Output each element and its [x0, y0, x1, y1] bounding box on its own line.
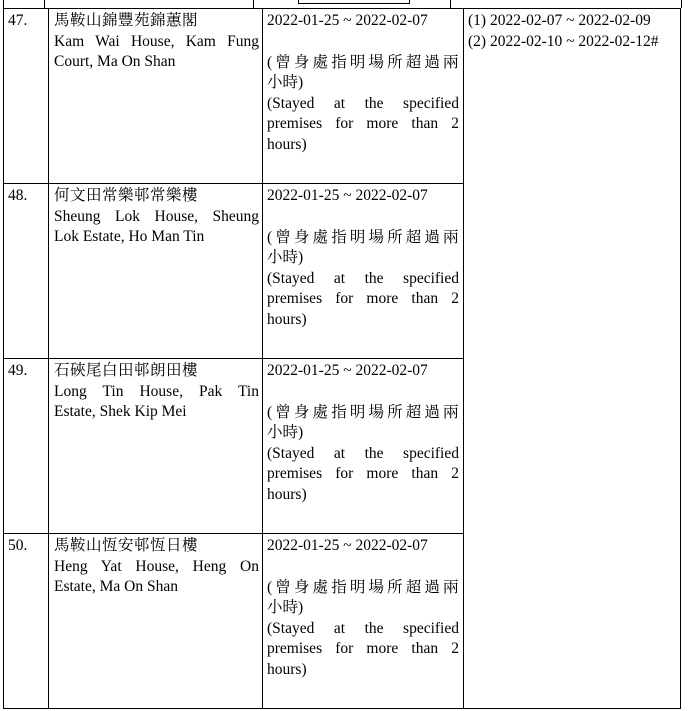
row-number: 50. — [4, 534, 49, 709]
prev-row-underline — [298, 0, 410, 4]
stay-note-en-line3: hours) — [267, 135, 307, 153]
prev-cell-test — [450, 0, 682, 8]
visit-period: 2022-01-25 ~ 2022-02-07 — [267, 187, 428, 204]
testing-date-1: (1) 2022-02-07 ~ 2022-02-09 — [468, 12, 651, 29]
testing-date-2: (2) 2022-02-10 ~ 2022-02-12# — [468, 32, 659, 50]
stay-note-en-line1: (Stayed at the specified — [267, 269, 459, 287]
stay-note-zh-line2: 小時) — [267, 249, 304, 266]
prev-cell-number — [3, 0, 44, 8]
row-number: 48. — [4, 184, 49, 359]
premises-cell — [49, 9, 263, 184]
stay-note-en-line1: (Stayed at the specified — [267, 619, 459, 637]
stay-note-zh-line2: 小時) — [267, 74, 304, 91]
premises-name-en-line2: Estate, Ma On Shan — [54, 578, 178, 595]
premises-name-en-line1: Kam Wai House, Kam Fung — [54, 32, 259, 50]
visit-period: 2022-01-25 ~ 2022-02-07 — [267, 537, 428, 554]
premises-name-en-line1: Heng Yat House, Heng On — [54, 557, 259, 575]
stay-note-zh-line1: (曾身處指明場所超過兩 — [267, 228, 459, 246]
previous-row-fragment — [0, 0, 688, 8]
prev-cell-place — [44, 0, 253, 8]
premises-name-en-line1: Sheung Lok House, Sheung — [54, 207, 259, 225]
premises-name-en-line2: Estate, Shek Kip Mei — [54, 403, 187, 420]
stay-note-zh-line2: 小時) — [267, 424, 304, 441]
premises-name-zh: 石硤尾白田邨朗田樓 — [54, 362, 199, 379]
stay-note-en-line2: premises for more than 2 — [267, 290, 459, 307]
premises-name-en-line1: Long Tin House, Pak Tin — [54, 382, 259, 400]
row-number: 47. — [4, 9, 49, 184]
stay-note-en-line3: hours) — [267, 660, 307, 678]
specified-premises-table — [3, 8, 681, 709]
row-number: 49. — [4, 359, 49, 534]
visit-period: 2022-01-25 ~ 2022-02-07 — [267, 12, 428, 29]
stay-note-en-line3: hours) — [267, 485, 307, 503]
stay-note-zh-line1: (曾身處指明場所超過兩 — [267, 403, 459, 421]
stay-note-en-line2: premises for more than 2 — [267, 640, 459, 657]
stay-note-en-line2: premises for more than 2 — [267, 115, 459, 132]
stay-note-en-line3: hours) — [267, 310, 307, 328]
visit-period: 2022-01-25 ~ 2022-02-07 — [267, 362, 428, 379]
testing-dates-cell — [464, 9, 681, 709]
premises-name-zh: 馬鞍山恆安邨恆日樓 — [54, 537, 199, 554]
premises-name-zh: 何文田常樂邨常樂樓 — [54, 187, 199, 204]
premises-cell — [49, 184, 263, 359]
visit-period-cell — [263, 359, 464, 534]
stay-note-zh-line1: (曾身處指明場所超過兩 — [267, 578, 459, 596]
premises-cell — [49, 534, 263, 709]
premises-name-zh: 馬鞍山錦豐苑錦蕙閣 — [54, 12, 199, 29]
stay-note-en-line1: (Stayed at the specified — [267, 94, 459, 112]
table-row — [4, 9, 681, 184]
premises-name-en-line2: Court, Ma On Shan — [54, 53, 176, 70]
visit-period-cell — [263, 184, 464, 359]
stay-note-zh-line2: 小時) — [267, 599, 304, 616]
stay-note-en-line1: (Stayed at the specified — [267, 444, 459, 462]
premises-cell — [49, 359, 263, 534]
stay-note-zh-line1: (曾身處指明場所超過兩 — [267, 53, 459, 71]
visit-period-cell — [263, 9, 464, 184]
visit-period-cell — [263, 534, 464, 709]
premises-name-en-line2: Lok Estate, Ho Man Tin — [54, 228, 205, 245]
stay-note-en-line2: premises for more than 2 — [267, 465, 459, 482]
